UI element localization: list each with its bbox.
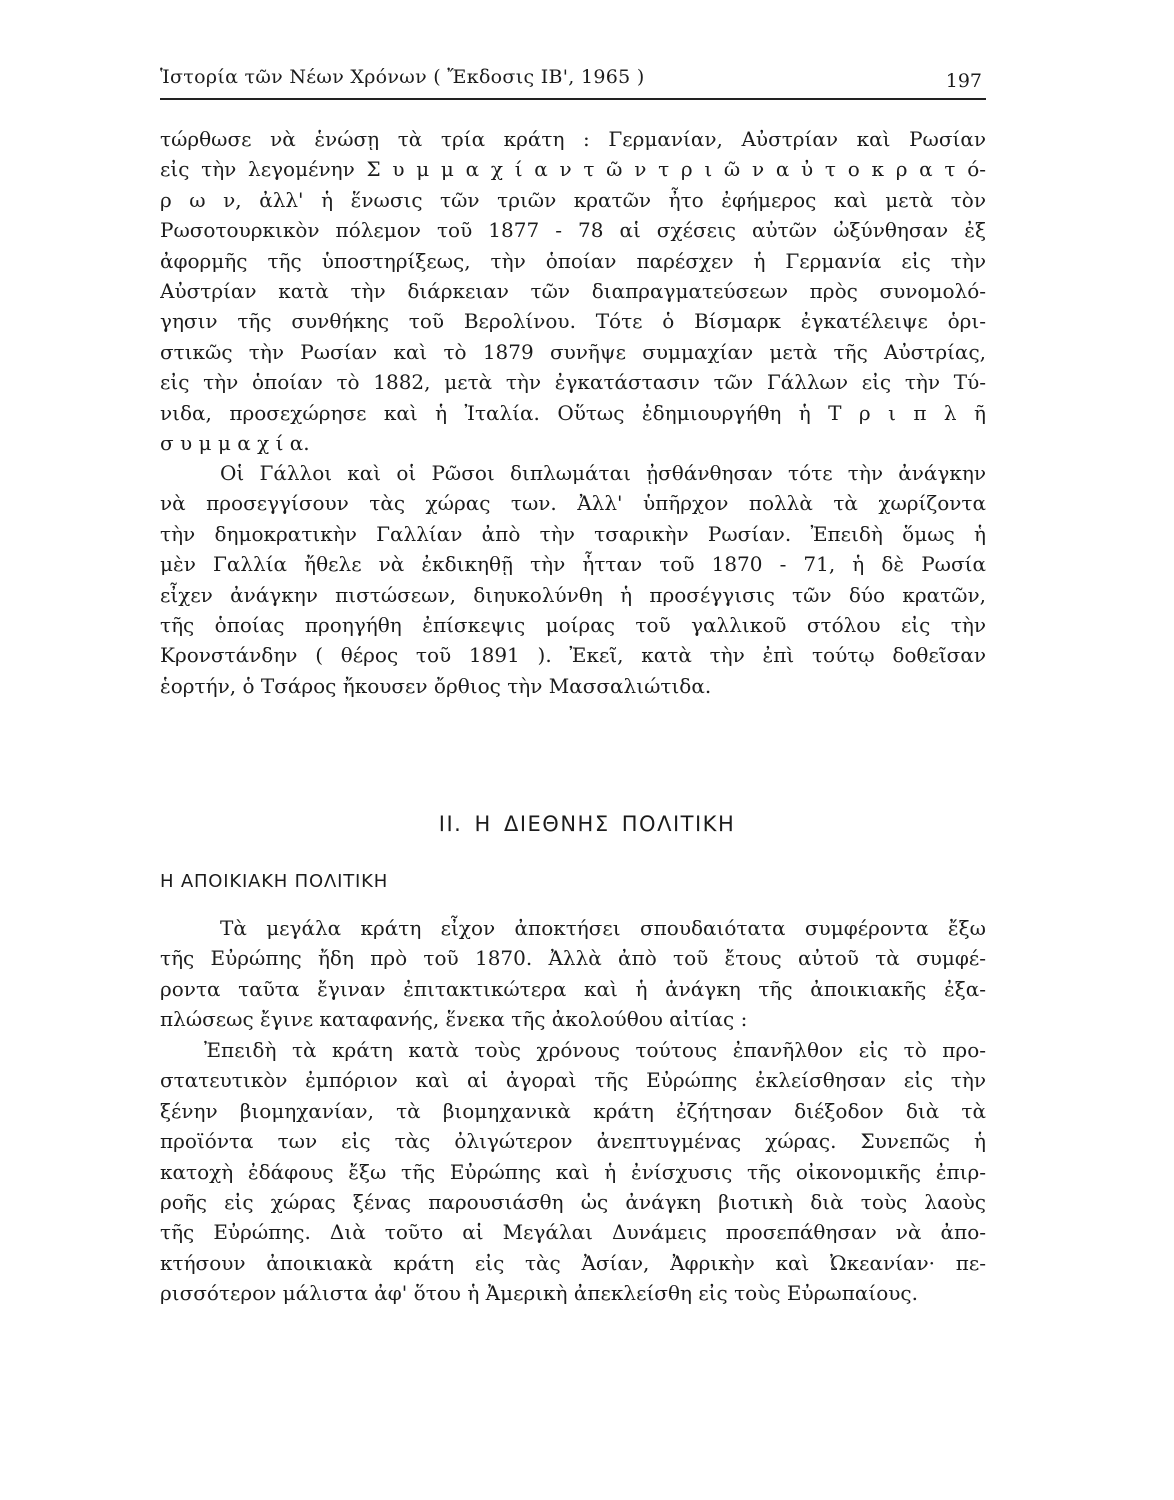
subsection-title: Η ΑΠΟΙΚΙΑΚΗ ΠΟΛΙΤΙΚΗ: [160, 871, 389, 892]
text-line: ροῆς εἰς χώρας ξένας παρουσιάσθη ὡς ἀνάγκη βιοτικὴ διὰ τοὺς λαοὺς: [160, 1189, 986, 1214]
header-title: Ἱστορία τῶν Νέων Χρόνων ( Ἔκδοσις ΙΒ', 1965 ): [160, 66, 645, 88]
text-line: ρισσότερον μάλιστα ἀφ' ὅτου ἡ Ἀμερικὴ ἀπεκλείσθη εἰς τοὺς Εὐρωπαίους.: [160, 1281, 918, 1306]
text-line: πλώσεως ἔγινε καταφανής, ἕνεκα τῆς ἀκολούθου αἰτίας :: [160, 1007, 748, 1032]
text-line: στατευτικὸν ἐμπόριον καὶ αἱ ἀγοραὶ τῆς Εὐρώπης ἐκλείσθησαν εἰς τὴν: [160, 1068, 986, 1093]
text-line: Αὐστρίαν κατὰ τὴν διάρκειαν τῶν διαπραγματεύσεων πρὸς συνομολό-: [160, 278, 986, 303]
text-line: ἀφορμῆς τῆς ὑποστηρίξεως, τὴν ὁποίαν παρέσχεν ἡ Γερμανία εἰς τὴν: [160, 248, 986, 273]
paragraph-1: [160, 124, 986, 458]
text-line: προϊόντα των εἰς τὰς ὀλιγώτερον ἀνεπτυγμένας χώρας. Συνεπῶς ἡ: [160, 1129, 986, 1154]
section-title: ΙΙ. Η ΔΙΕΘΝΗΣ ΠΟΛΙΤΙΚΗ: [438, 812, 736, 836]
text-line: νὰ προσεγγίσουν τὰς χώρας των. Ἀλλ' ὑπῆρχον πολλὰ τὰ χωρίζοντα: [160, 491, 986, 516]
text-line: τὴν δημοκρατικὴν Γαλλίαν ἀπὸ τὴν τσαρικὴν Ρωσίαν. Ἐπειδὴ ὅμως ἡ: [160, 521, 986, 546]
text-line: κτήσουν ἀποικιακὰ κράτη εἰς τὰς Ἀσίαν, Ἀφρικὴν καὶ Ὠκεανίαν· πε-: [160, 1250, 986, 1275]
text-line: εἰς τὴν ὁποίαν τὸ 1882, μετὰ τὴν ἐγκατάστασιν τῶν Γάλλων εἰς τὴν Τύ-: [160, 370, 986, 395]
text-line: εἶχεν ἀνάγκην πιστώσεων, διηυκολύνθη ἡ προσέγγισις τῶν δύο κρατῶν,: [160, 582, 986, 607]
text-line: σ υ μ μ α χ ί α.: [160, 430, 310, 455]
text-line: Ρωσοτουρκικὸν πόλεμον τοῦ 1877 - 78 αἱ σχέσεις αὐτῶν ὠξύνθησαν ἐξ: [160, 218, 986, 243]
text-line: ἑορτήν, ὁ Τσάρος ἤκουσεν ὄρθιος τὴν Μασσαλιώτιδα.: [160, 673, 712, 698]
text-line: ροντα ταῦτα ἔγιναν ἐπιτακτικώτερα καὶ ἡ ἀνάγκη τῆς ἀποικιακῆς ἐξα-: [160, 976, 986, 1001]
text-line: Τὰ μεγάλα κράτη εἶχον ἀποκτήσει σπουδαιότατα συμφέροντα ἔξω: [220, 916, 986, 940]
paragraph-3: [160, 913, 986, 1035]
text-line: Ἐπειδὴ τὰ κράτη κατὰ τοὺς χρόνους τούτους ἐπανῆλθον εἰς τὸ προ-: [204, 1038, 986, 1062]
text-line: Οἱ Γάλλοι καὶ οἱ Ρῶσοι διπλωμάται ᾐσθάνθησαν τότε τὴν ἀνάγκην: [220, 461, 986, 485]
text-line: νιδα, προσεχώρησε καὶ ἡ Ἰταλία. Οὕτως ἐδημιουργήθη ἡ Τ ρ ι π λ ῆ: [160, 400, 986, 425]
text-line: ρ ω ν, ἀλλ' ἡ ἕνωσις τῶν τριῶν κρατῶν ἦτο ἐφήμερος καὶ μετὰ τὸν: [160, 187, 986, 212]
text-line: κατοχὴ ἐδάφους ἔξω τῆς Εὐρώπης καὶ ἡ ἐνίσχυσις τῆς οἰκονομικῆς ἐπιρ-: [160, 1159, 986, 1184]
page-number: 197: [945, 70, 982, 92]
text-line: στικῶς τὴν Ρωσίαν καὶ τὸ 1879 συνῆψε συμμαχίαν μετὰ τῆς Αὐστρίας,: [160, 339, 986, 364]
text-line: τῆς Εὐρώπης ἤδη πρὸ τοῦ 1870. Ἀλλὰ ἀπὸ τοῦ ἔτους αὐτοῦ τὰ συμφέ-: [160, 946, 986, 971]
running-header: [160, 62, 986, 100]
text-line: εἰς τὴν λεγομένην Σ υ μ μ α χ ί α ν τ ῶ ν τ ρ ι ῶ ν α ὐ τ ο κ ρ α τ ό-: [160, 157, 986, 182]
text-line: γησιν τῆς συνθήκης τοῦ Βερολίνου. Τότε ὁ Βίσμαρκ ἐγκατέλειψε ὁρι-: [160, 309, 986, 334]
text-line: τῆς ὁποίας προηγήθη ἐπίσκεψις μοίρας τοῦ γαλλικοῦ στόλου εἰς τὴν: [160, 612, 986, 637]
text-line: Κρονστάνδην ( θέρος τοῦ 1891 ). Ἐκεῖ, κατὰ τὴν ἐπὶ τούτῳ δοθεῖσαν: [160, 643, 986, 668]
paragraph-2: [160, 458, 986, 701]
text-line: τῆς Εὐρώπης. Διὰ τοῦτο αἱ Μεγάλαι Δυνάμεις προσεπάθησαν νὰ ἀπο-: [160, 1220, 986, 1245]
text-line: μὲν Γαλλία ἤθελε νὰ ἐκδικηθῇ τὴν ἧτταν τοῦ 1870 - 71, ἡ δὲ Ρωσία: [160, 552, 986, 577]
text-line: τώρθωσε νὰ ἑνώσῃ τὰ τρία κράτη : Γερμανίαν, Αὐστρίαν καὶ Ρωσίαν: [160, 127, 986, 151]
paragraph-4: [160, 1035, 986, 1309]
text-line: ξένην βιομηχανίαν, τὰ βιομηχανικὰ κράτη ἐζήτησαν διέξοδον διὰ τὰ: [160, 1098, 986, 1123]
